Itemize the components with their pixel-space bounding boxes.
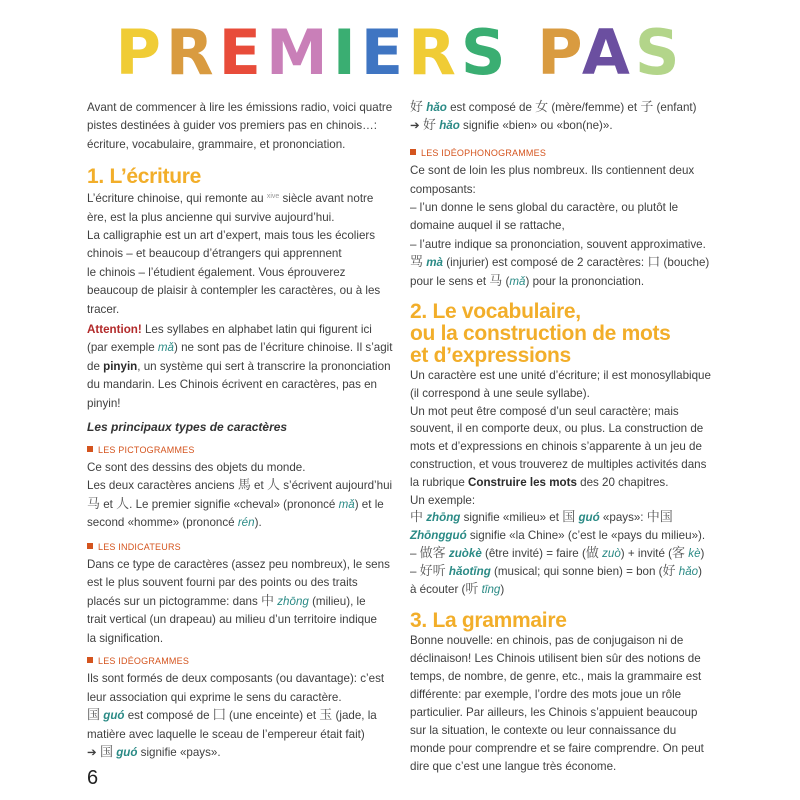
pinyin: hǎo: [426, 101, 447, 114]
text-run: second «homme» (prononcé: [87, 516, 238, 530]
text-line: [87, 245, 397, 263]
text-run: signifie «la Chine» (c’est le «pays du milieu»).: [466, 529, 706, 543]
text-run: ): [698, 564, 702, 578]
text-line: [410, 581, 745, 599]
text-line: [87, 136, 397, 154]
chinese-character: 中: [410, 510, 424, 526]
pinyin: mǎ: [157, 341, 174, 355]
text-line: [410, 704, 745, 722]
ecriture-paragraph: [87, 190, 397, 319]
text-line: [87, 652, 397, 670]
chinese-character: 骂: [410, 255, 424, 271]
text-run: (bouche): [660, 256, 710, 270]
text-run: dire que c’est une langue très économe.: [410, 759, 617, 773]
chinese-character: 好: [410, 100, 424, 115]
text-line: [87, 726, 397, 744]
chinese-character: 好听: [419, 563, 446, 579]
text-line: [410, 492, 745, 510]
chinese-character: 囗: [212, 708, 226, 724]
text-run: (il correspond à une seule syllabe).: [410, 386, 590, 400]
text-run: xive: [266, 193, 280, 201]
text-run: siècle avant notre: [279, 192, 374, 206]
chinese-character: 女: [535, 100, 549, 115]
chinese-character: 玉: [319, 708, 333, 724]
text-run: mots et d’expressions en chinois s’apparente à un jeu de: [410, 440, 702, 454]
chinese-character: 马: [87, 496, 101, 512]
text-line: [410, 545, 745, 563]
text-run: (être invité) = faire (: [481, 547, 586, 561]
text-run: «pays»:: [599, 511, 647, 525]
ideophonogrammes-paragraph: [410, 162, 745, 291]
text-line: [410, 236, 745, 254]
text-run: signifie «milieu» et: [460, 511, 563, 525]
attention-paragraph: [87, 321, 397, 413]
text-run: leur association qui exprime le sens du caractère.: [87, 690, 342, 704]
title-letter: R: [408, 16, 461, 89]
pinyin: tīng: [481, 582, 501, 596]
pictogrammes-paragraph: [87, 459, 397, 533]
text-run: déclinaison! Les Chinois utilisent bien sûr des notions de: [410, 652, 701, 666]
text-line: [410, 99, 745, 117]
pinyin: zhōng: [277, 594, 309, 608]
text-line: [410, 474, 745, 492]
subheading-text: LES INDICATEURS: [98, 541, 181, 552]
text-line: [410, 668, 745, 686]
text-run: la rubrique: [410, 475, 469, 489]
subheading-text: LES PICTOGRAMMES: [98, 444, 195, 455]
text-line: [87, 514, 397, 532]
text-run: Un mot peut être composé d’un seul caractère; mais: [410, 404, 679, 418]
text-run: des 20 chapitres.: [576, 475, 669, 489]
text-run: ➔: [410, 119, 423, 133]
text-run: ) + invité (: [620, 547, 673, 561]
text-line: [87, 744, 397, 762]
text-run: Ce sont de loin les plus nombreux. Ils contiennent deux: [410, 164, 695, 178]
text-run: placés sur un pictogramme: dans: [87, 594, 261, 608]
ideogrammes-paragraph: [87, 670, 397, 762]
text-run: (par exemple: [87, 341, 158, 355]
text-run: ou la construction de mots: [410, 322, 671, 346]
text-line: [87, 593, 397, 611]
grammaire-paragraph: [410, 632, 745, 775]
text-run: sur la situation, le contexte ou leur connaissance du: [410, 723, 677, 737]
text-line: [87, 99, 397, 117]
text-run: est composé de: [446, 101, 536, 114]
chinese-character: 人: [116, 496, 130, 512]
text-run: ) pour la prononciation.: [525, 274, 645, 288]
chinese-character: 人: [266, 478, 280, 494]
text-run: (une enceinte) et: [225, 709, 320, 723]
text-run: 3. La grammaire: [410, 609, 567, 633]
subheading-text: LES IDÉOPHONOGRAMMES: [421, 147, 547, 158]
pinyin: guó: [103, 709, 125, 723]
text-line: [410, 722, 745, 740]
chinese-character: 国: [562, 510, 576, 526]
pinyin: hǎo: [678, 564, 699, 578]
text-line: [410, 420, 745, 438]
chinese-character: 子: [640, 100, 654, 115]
text-run: la signification.: [87, 631, 164, 645]
text-line: [87, 227, 397, 245]
text-run: Un caractère est une unité d’écriture; il est monosyllabique: [410, 369, 711, 383]
pinyin: hǎo: [439, 119, 460, 133]
title-letter: S: [460, 16, 511, 89]
text-run: Ce sont des dessins des objets du monde.: [87, 460, 306, 474]
right-column: [410, 99, 745, 776]
text-run: souvent, il en comporte deux, ou plus. La construction de: [410, 422, 704, 436]
text-run: (milieu), le: [308, 594, 366, 608]
text-run: pinyin: [103, 359, 138, 373]
text-run: La calligraphie est un art d’expert, mais tous les écoliers: [87, 229, 376, 243]
section-heading-grammaire: [410, 610, 745, 632]
text-line: [87, 574, 397, 592]
text-run: particulier. Par ailleurs, les Chinois s’appuient beaucoup: [410, 706, 698, 720]
text-run: construction, et vous trouverez de multiples activités dans: [410, 458, 707, 472]
text-line: [87, 556, 397, 574]
pinyin: mǎ: [338, 497, 355, 511]
page-number: 6: [87, 767, 99, 790]
chinese-character: 中: [261, 593, 275, 609]
title-letter: E: [218, 16, 267, 89]
square-bullet-icon: [87, 657, 93, 663]
text-line: [410, 217, 745, 235]
text-line: [87, 611, 397, 629]
subheading-ideogrammes: [87, 652, 397, 670]
text-line: [87, 209, 397, 227]
indicateurs-paragraph: [87, 556, 397, 648]
text-run: ): [500, 582, 505, 596]
subheading-indicateurs: [87, 538, 397, 556]
title-letter: [511, 16, 538, 89]
pinyin: rén: [237, 516, 255, 530]
text-line: [410, 345, 745, 367]
text-run: chinois – et beaucoup d’étrangers qui apprennent: [87, 247, 342, 261]
text-line: [87, 459, 397, 477]
square-bullet-icon: [410, 149, 416, 155]
chinese-character: 馬: [237, 478, 251, 494]
text-line: [87, 689, 397, 707]
title-letter: I: [332, 16, 361, 89]
text-run: –: [410, 547, 420, 561]
text-line: [410, 117, 745, 135]
pinyin: kè: [688, 547, 701, 561]
text-run: Dans ce type de caractères (assez peu nombreux), le sens: [87, 557, 390, 571]
text-run: (enfant): [653, 101, 697, 114]
text-run: L’écriture chinoise, qui remonte au: [87, 192, 267, 206]
text-run: pistes destinées à guider vos premiers pas en chinois…:: [87, 119, 377, 133]
square-bullet-icon: [87, 543, 93, 549]
text-line: [410, 301, 745, 323]
text-line: [87, 496, 397, 514]
text-run: domaine auquel il se rattache,: [410, 219, 565, 233]
text-line: [87, 707, 397, 725]
text-line: [410, 438, 745, 456]
title-letter: E: [360, 16, 409, 89]
text-run: signifie «pays».: [137, 746, 221, 759]
text-line: [410, 632, 745, 650]
text-run: tracer.: [87, 302, 120, 316]
text-line: [410, 563, 745, 581]
text-line: [87, 282, 397, 300]
text-line: [410, 650, 745, 668]
text-run: , un système qui sert à transcrire la prononciation: [137, 359, 391, 373]
text-line: [410, 610, 745, 632]
text-run: et: [250, 479, 267, 493]
text-line: [410, 686, 745, 704]
text-line: [410, 758, 745, 776]
pinyin: guó: [116, 746, 138, 759]
pinyin: mǎ: [509, 274, 526, 288]
text-line: [410, 527, 745, 545]
title-letter: M: [266, 16, 333, 89]
section-heading-ecriture: [87, 166, 397, 188]
text-run: Les deux caractères anciens: [87, 479, 238, 493]
text-line: [410, 367, 745, 385]
text-line: [87, 630, 397, 648]
text-run: Avant de commencer à lire les émissions radio, voici quatre: [87, 101, 393, 114]
text-line: [410, 456, 745, 474]
text-run: beaucoup de plaisir à contempler les caractères, ou à les: [87, 284, 381, 298]
section-heading-vocabulaire: [410, 301, 745, 367]
page-title: [0, 18, 800, 88]
pinyin: zuò: [602, 547, 621, 561]
text-run: matière avec laquelle le sceau de l’empereur était fait): [87, 727, 365, 741]
text-run: (injurier) est composé de 2 caractères:: [443, 256, 648, 270]
text-line: [410, 323, 745, 345]
text-line: [410, 403, 745, 421]
pinyin: hǎotīng: [448, 564, 491, 578]
text-run: est composé de: [124, 709, 213, 723]
chinese-character: 口: [647, 255, 661, 271]
text-run: pour le sens et: [410, 274, 490, 288]
left-column: [87, 99, 397, 790]
title-letter: R: [165, 16, 219, 89]
text-run: du mandarin. Les Chinois écrivent en caractères, pas en: [87, 378, 378, 392]
text-run: ).: [254, 516, 262, 530]
text-run: – l’autre indique sa prononciation, souvent approximative.: [410, 237, 706, 251]
text-line: [87, 376, 397, 394]
text-line: [87, 395, 397, 413]
text-line: [410, 740, 745, 758]
chinese-character: 马: [489, 273, 503, 289]
text-line: [87, 670, 397, 688]
text-run: pinyin!: [87, 396, 121, 410]
hao-example: [410, 99, 745, 136]
text-line: [410, 199, 745, 217]
chinese-character: 好: [662, 563, 676, 579]
text-run: (jade, la: [332, 709, 377, 723]
text-run: et d’expressions: [410, 344, 571, 368]
vocabulaire-paragraph: [410, 367, 745, 598]
text-line: [87, 166, 397, 188]
text-run: s’écrivent aujourd’hui: [279, 479, 393, 493]
text-run: ): [700, 547, 705, 561]
text-run: (: [502, 274, 510, 288]
text-run: ) et le: [354, 497, 384, 511]
pinyin: mà: [426, 256, 444, 270]
text-line: [410, 162, 745, 180]
chinese-character: 听: [465, 581, 479, 597]
text-line: [87, 358, 397, 376]
text-line: [87, 301, 397, 319]
text-line: [87, 264, 397, 282]
chinese-character: 国: [99, 745, 113, 760]
text-run: monde pour comprendre et se faire comprendre. On peut: [410, 741, 704, 755]
text-line: [410, 144, 745, 162]
text-line: [410, 181, 745, 199]
text-run: Ils sont formés de deux composants (ou davantage): c’est: [87, 672, 385, 686]
attention-label: Attention!: [87, 323, 142, 337]
text-line: [87, 441, 397, 459]
text-line: [410, 509, 745, 527]
text-line: [87, 477, 397, 495]
text-line: [410, 273, 745, 291]
title-letter: P: [537, 16, 582, 89]
subheading-text: LES IDÉOGRAMMES: [98, 655, 190, 666]
text-run: . Le premier signifie «cheval» (prononcé: [129, 497, 339, 511]
chinese-character: 客: [672, 546, 686, 562]
text-run: Bonne nouvelle: en chinois, pas de conjugaison ni de: [410, 634, 684, 648]
text-run: signifie «bien» ou «bon(ne)».: [459, 119, 613, 133]
text-run: ➔: [87, 746, 100, 759]
text-run: à écouter (: [410, 582, 466, 596]
text-run: 2. Le vocabulaire,: [410, 300, 581, 324]
text-line: [87, 538, 397, 556]
text-run: et: [100, 497, 117, 511]
pinyin: zuòkè: [448, 547, 482, 561]
text-run: temps, de nombre, de genre, etc., mais la grammaire est: [410, 670, 702, 684]
text-run: –: [410, 564, 420, 578]
text-run: de: [87, 359, 104, 373]
text-run: trait vertical (un drapeau) au milieu d’un territoire indique: [87, 613, 377, 627]
text-run: écriture, vocabulaire, grammaire, et prononciation.: [87, 137, 346, 151]
text-line: [87, 190, 397, 208]
text-run: ) ne sont pas de l’écriture chinoise. Il s’agit: [174, 341, 393, 355]
text-run: Les syllabes en alphabet latin qui figurent ici: [141, 323, 372, 337]
chinese-character: 做: [585, 546, 599, 562]
text-run: Les principaux types de caractères: [87, 420, 288, 435]
text-run: (musical; qui sonne bien) = bon (: [490, 564, 663, 578]
square-bullet-icon: [87, 446, 93, 452]
pinyin: guó: [578, 511, 600, 525]
text-line: [87, 339, 397, 357]
text-line: [410, 254, 745, 272]
text-line: [87, 321, 397, 339]
pinyin: zhōng: [426, 511, 461, 525]
text-run: différente: par exemple, l’ordre des mots joue un rôle: [410, 688, 682, 702]
chinese-character: 好: [422, 118, 436, 134]
text-run: – l’un donne le sens global du caractère, ou plutôt le: [410, 201, 679, 215]
text-line: [410, 385, 745, 403]
chinese-character: 国: [87, 708, 101, 724]
title-letter: A: [581, 16, 635, 89]
text-run: est le plus souvent fourni par des points ou des traits: [87, 576, 358, 590]
text-line: [87, 117, 397, 135]
text-run: composants:: [410, 182, 476, 196]
title-letter: S: [634, 16, 685, 89]
chinese-character: 做客: [419, 546, 446, 562]
subheading-pictogrammes: [87, 441, 397, 459]
text-run: (mère/femme) et: [548, 101, 641, 114]
text-run: Construire les mots: [468, 475, 577, 489]
pinyin: Zhōngguó: [410, 529, 467, 543]
text-line: [87, 418, 397, 437]
intro-paragraph: [87, 99, 397, 154]
title-letter: P: [115, 16, 166, 89]
character-types-heading: [87, 418, 397, 437]
text-run: Un exemple:: [410, 493, 476, 507]
subheading-ideophonogrammes: [410, 144, 745, 162]
text-run: 1. L’écriture: [87, 165, 201, 189]
text-run: le chinois – l’étudient également. Vous éprouverez: [87, 265, 346, 279]
chinese-character: 中国: [646, 510, 673, 526]
text-run: ère, est la plus ancienne qui survive aujourd’hui.: [87, 210, 335, 224]
